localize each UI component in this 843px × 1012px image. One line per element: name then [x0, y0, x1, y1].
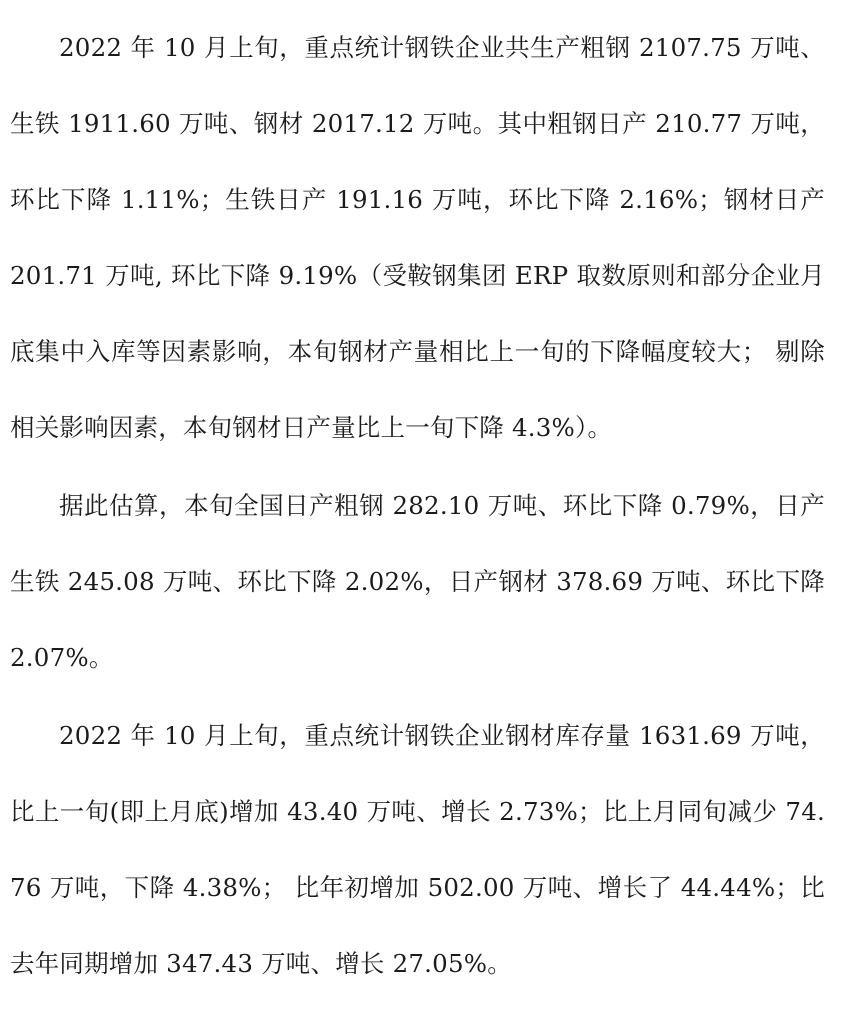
paragraph-production: 2022 年 10 月上旬，重点统计钢铁企业共生产粗钢 2107.75 万吨、生铁 1911.60 万吨、钢材 2017.12 万吨。其中粗钢日产 210.77 万吨，环比下降 1.11%；生铁日产 191.16 万吨，环比下降 2.16%；钢材日产 201.71 万吨, 环比下降 9.19%（受鞍钢集团 ERP 取数原则和部分企业月底集中入库等因素影响，本旬钢材产量相比上一旬的下降幅度较大； 剔除相关影响因素，本旬钢材日产量比上一旬下降 4.3%）。 [10, 33, 825, 442]
paragraph-national-estimate: 据此估算，本旬全国日产粗钢 282.10 万吨、环比下降 0.79%，日产生铁 245.08 万吨、环比下降 2.02%，日产钢材 378.69 万吨、环比下降 2.07%。 [10, 491, 825, 672]
document-body [10, 10, 825, 1002]
paragraph-inventory: 2022 年 10 月上旬，重点统计钢铁企业钢材库存量 1631.69 万吨，比上一旬(即上月底)增加 43.40 万吨、增长 2.73%；比上月同旬减少 74.76 万吨，下降 4.38%； 比年初增加 502.00 万吨、增长了 44.44%；比去年同期增加 347.43 万吨、增长 27.05%。 [10, 721, 825, 978]
